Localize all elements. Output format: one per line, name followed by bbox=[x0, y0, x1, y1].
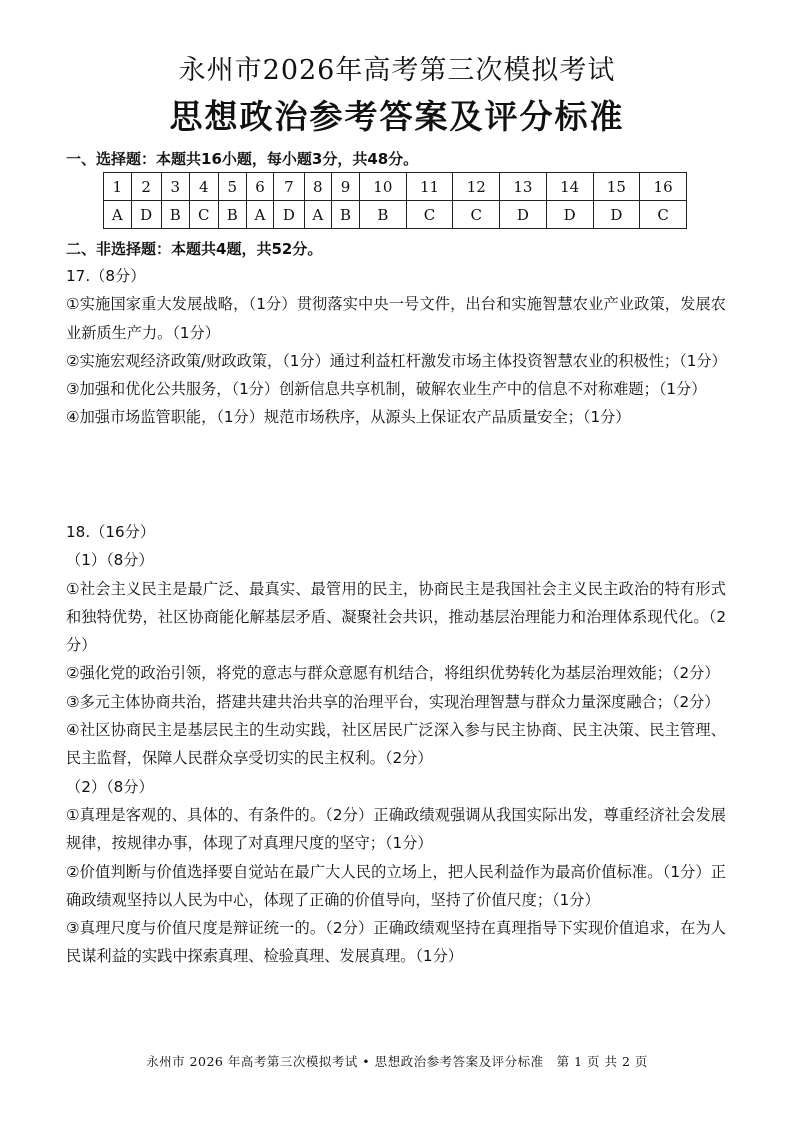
q18-part2-point-2: ②价值判断与价值选择要自觉站在最广大人民的立场上，把人民利益作为最高价值标准。（1分）正确政绩观坚持以人民为中心，体现了正确的价值导向，坚持了价值尺度；（1分） bbox=[66, 862, 726, 909]
question-18-block bbox=[66, 518, 726, 971]
answer-cell: D bbox=[500, 201, 547, 229]
question-number-cell: 3 bbox=[161, 173, 189, 201]
answer-table-answer-row bbox=[104, 201, 687, 229]
question-number-cell: 11 bbox=[406, 173, 453, 201]
q18-part2-point-1: ①真理是客观的、具体的、有条件的。（2分）正确政绩观强调从我国实际出发，尊重经济社会发展规律，按规律办事，体现了对真理尺度的坚守；（1分） bbox=[66, 805, 726, 853]
answer-table bbox=[103, 172, 687, 229]
question-number-cell: 15 bbox=[593, 173, 640, 201]
question-number-cell: 13 bbox=[500, 173, 547, 201]
answer-cell: A bbox=[104, 201, 132, 229]
section1-heading: 一、选择题：本题共16小题，每小题3分，共48分。 bbox=[66, 150, 419, 168]
answer-cell: A bbox=[304, 201, 332, 229]
q17-point-4: ④加强市场监管职能，（1分）规范市场秩序，从源头上保证农产品质量安全；（1分） bbox=[66, 408, 631, 427]
answer-cell: D bbox=[131, 201, 161, 229]
answer-cell: D bbox=[274, 201, 304, 229]
answer-cell: B bbox=[332, 201, 360, 229]
q18-part1-point-3: ③多元主体协商共治，搭建共建共治共享的治理平台，实现治理智慧与群众力量深度融合；（2分） bbox=[66, 692, 720, 711]
question-number-cell: 2 bbox=[131, 173, 161, 201]
question-number-cell: 10 bbox=[359, 173, 406, 201]
question-17-block bbox=[66, 262, 726, 432]
question-18-heading: 18.（16分） bbox=[66, 523, 156, 541]
exam-title: 永州市2026年高考第三次模拟考试 bbox=[178, 55, 616, 86]
q18-part1-point-2: ②强化党的政治引领，将党的意志与群众意愿有机结合，将组织优势转化为基层治理效能；（2分） bbox=[66, 664, 720, 683]
q17-point-1: ①实施国家重大发展战略，（1分）贯彻落实中央一号文件，出台和实施智慧农业产业政策，发展农业新质生产力。（1分） bbox=[66, 295, 726, 342]
question-number-cell: 14 bbox=[546, 173, 593, 201]
question-number-cell: 1 bbox=[104, 173, 132, 201]
section2-heading: 二、非选择题：本题共4题，共52分。 bbox=[66, 240, 323, 258]
answer-cell: C bbox=[406, 201, 453, 229]
answer-cell: C bbox=[453, 201, 500, 229]
q18-part1-point-4: ④社区协商民主是基层民主的生动实践，社区居民广泛深入参与民主协商、民主决策、民主管理、民主监督，保障人民群众享受切实的民主权利。（2分） bbox=[66, 721, 726, 768]
answer-key-title: 思想政治参考答案及评分标准 bbox=[169, 97, 625, 136]
answer-cell: D bbox=[546, 201, 593, 229]
question-number-cell: 16 bbox=[640, 173, 687, 201]
q18-part1-point-1: ①社会主义民主是最广泛、最真实、最管用的民主，协商民主是我国社会主义民主政治的特有形式和独特优势，社区协商能化解基层矛盾、凝聚社会共识，推动基层治理能力和治理体系现代化。（2分） bbox=[66, 579, 726, 655]
answer-cell: B bbox=[359, 201, 406, 229]
answer-cell: B bbox=[218, 201, 246, 229]
question-number-cell: 6 bbox=[246, 173, 274, 201]
q18-part2-point-3: ③真理尺度与价值尺度是辩证统一的。（2分）正确政绩观坚持在真理指导下实现价值追求，在为人民谋利益的实践中探索真理、检验真理、发展真理。（1分） bbox=[66, 919, 726, 966]
answer-cell: B bbox=[161, 201, 189, 229]
answer-table-number-row bbox=[104, 173, 687, 201]
question-number-cell: 5 bbox=[218, 173, 246, 201]
q17-point-2: ②实施宏观经济政策/财政政策，（1分）通过利益杠杆激发市场主体投资智慧农业的积极性；（1分） bbox=[66, 351, 727, 370]
question-number-cell: 8 bbox=[304, 173, 332, 201]
q18-part2-heading: （2）（8分） bbox=[66, 777, 154, 796]
answer-cell: C bbox=[640, 201, 687, 229]
answer-cell: D bbox=[593, 201, 640, 229]
q17-point-3: ③加强和优化公共服务，（1分）创新信息共享机制，破解农业生产中的信息不对称难题；（1分） bbox=[66, 380, 707, 399]
question-number-cell: 7 bbox=[274, 173, 304, 201]
answer-cell: A bbox=[246, 201, 274, 229]
page-footer: 永州市 2026 年高考第三次模拟考试 • 思想政治参考答案及评分标准 第 1 页 共 2 页 bbox=[146, 1054, 648, 1069]
question-number-cell: 4 bbox=[189, 173, 218, 201]
question-17-heading: 17.（8分） bbox=[66, 267, 146, 285]
question-number-cell: 9 bbox=[332, 173, 360, 201]
q18-part1-heading: （1）（8分） bbox=[66, 551, 154, 570]
question-number-cell: 12 bbox=[453, 173, 500, 201]
answer-cell: C bbox=[189, 201, 218, 229]
